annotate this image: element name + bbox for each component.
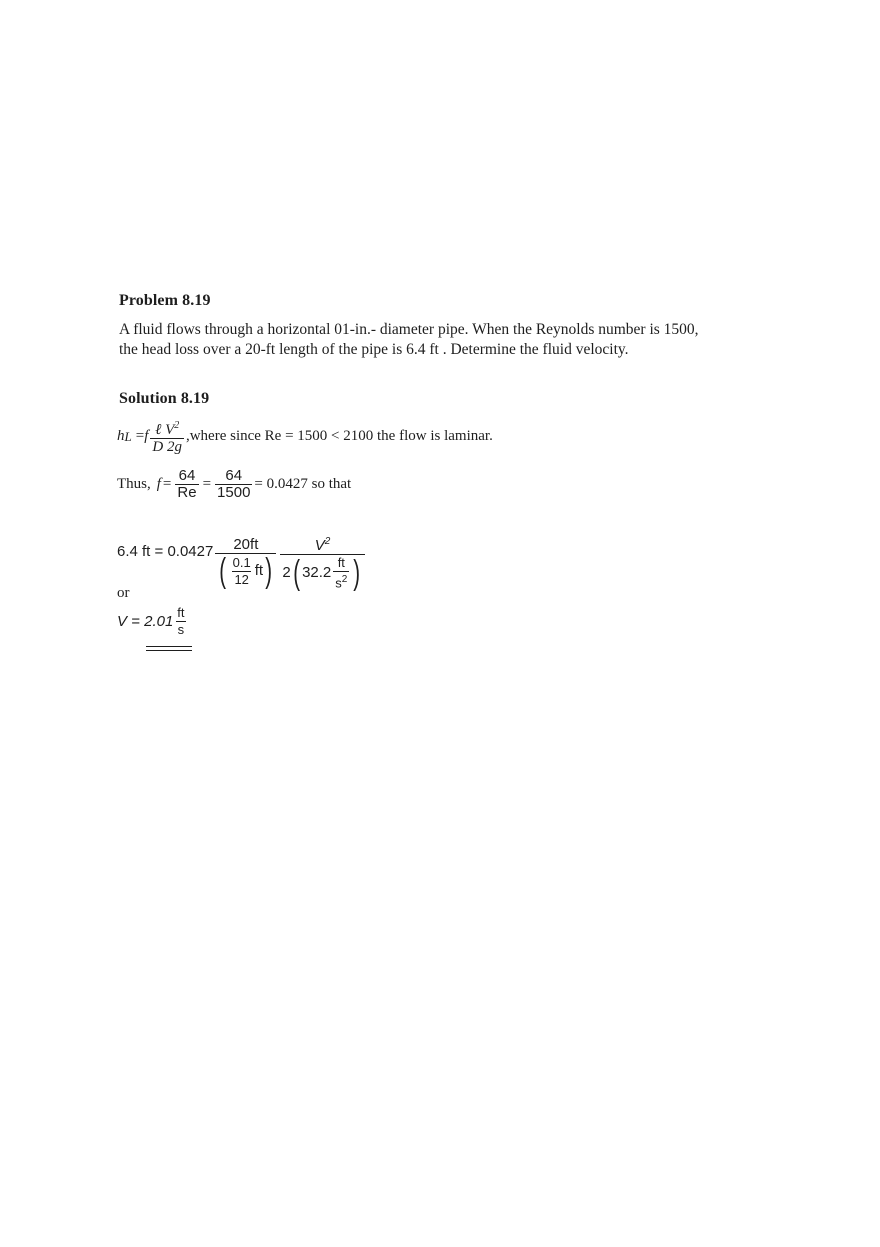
problem-text-line-2: the head loss over a 20-ft length of the pipe is 6.4 ft . Determine the fluid velocity. [119,341,629,358]
eq3-fraction-2-exponent: 2 [324,536,331,547]
result-unit-numerator: ft [177,605,185,620]
eq3-fraction-2-numerator: V [314,537,325,554]
eq2-prefix: Thus, [117,476,151,492]
eq1-numerator-exponent: 2 [174,420,180,431]
eq3-inner-unit: ft [254,562,264,580]
or-text: or [117,585,130,601]
eq2-tail: = 0.0427 so that [254,476,352,492]
eq3-lhs: 6.4 ft = 0.0427 [117,543,214,561]
eq3-gravity-unit-denominator: s [335,575,342,591]
equation-head-loss-substituted [117,512,367,591]
result-unit-denominator: s [177,622,185,637]
eq3-left-paren-1: ( [219,552,227,591]
eq1-numerator: ℓ V [155,422,175,438]
eq3-gravity-value: 32.2 [302,564,332,582]
solution-title: Solution 8.19 [119,390,210,407]
eq3-fraction-2 [280,534,364,591]
eq2-fraction-2-denominator: 1500 [217,484,251,501]
problem-text-line-1: A fluid flows through a horizontal 01-in.- diameter pipe. When the Reynolds number is 1500, [119,321,699,338]
eq3-inner-numerator: 0.1 [232,554,251,570]
eq3-left-paren-2: ( [293,554,300,593]
eq2-fraction-1-numerator: 64 [178,467,196,484]
eq2-equals-2: = [202,476,212,492]
equation-result [117,605,189,638]
result-unit [175,605,186,638]
eq2-fraction-2 [215,468,252,501]
equation-friction-factor [117,468,351,501]
equation-head-loss [117,418,493,455]
eq3-fraction-1-numerator: 20ft [233,536,259,554]
eq3-inner-fraction [231,555,253,588]
eq1-fraction [150,418,184,455]
result-lhs: V = 2.01 [117,613,174,630]
eq2-fraction-2-numerator: 64 [225,467,243,484]
eq3-inner-denominator: 12 [234,571,249,587]
eq3-gravity-unit-numerator: ft [337,555,345,570]
result-double-underline [146,646,192,651]
eq3-fraction-1 [215,536,276,591]
eq1-tail: ,where since Re = 1500 < 2100 the flow is laminar. [185,428,493,444]
problem-text [119,320,789,360]
eq1-h-subscript: L [124,428,132,444]
eq1-h: h [117,428,125,444]
eq3-denominator-factor: 2 [282,564,291,582]
problem-title: Problem 8.19 [119,292,211,309]
eq1-f: f [144,428,149,444]
eq3-gravity-unit [333,555,349,591]
eq2-f: f [156,476,161,492]
eq3-right-paren-2: ) [353,554,361,593]
eq2-equals-1: = [162,476,172,492]
eq2-fraction-1 [175,468,198,501]
eq3-right-paren-1: ) [265,552,273,591]
eq1-equals: = [135,428,145,444]
eq3-fraction-2-denominator [280,554,364,591]
eq2-fraction-1-denominator: Re [177,484,197,501]
eq3-fraction-1-denominator [215,552,276,591]
eq3-gravity-unit-exponent: 2 [341,574,348,585]
eq1-denominator: D 2g [152,439,182,455]
